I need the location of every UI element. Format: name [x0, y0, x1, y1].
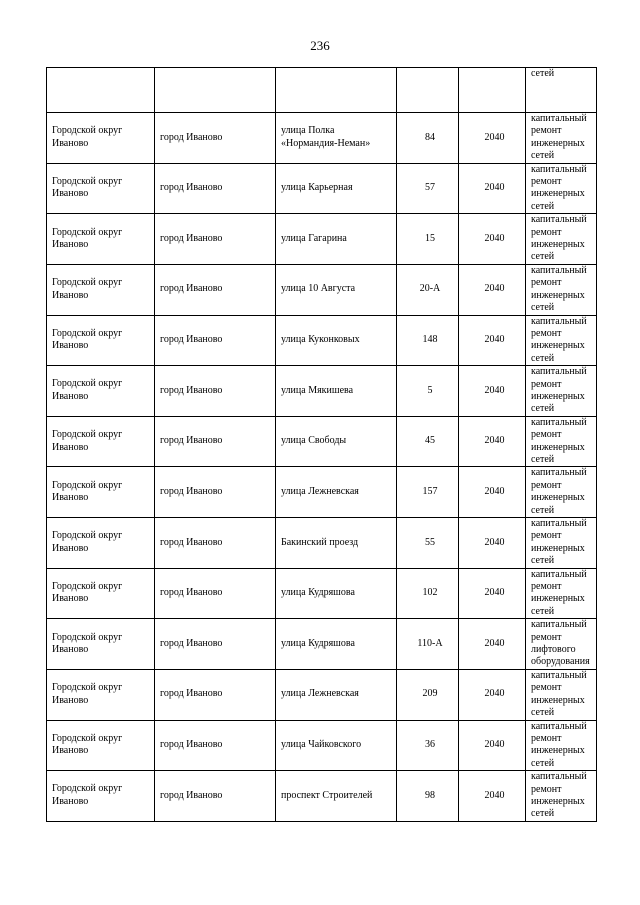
district-cell: Городской округ Иваново: [47, 619, 155, 670]
district-cell: Городской округ Иваново: [47, 568, 155, 619]
district-cell: [47, 68, 155, 113]
house-cell: 102: [397, 568, 459, 619]
street-cell: улица Свободы: [276, 416, 397, 467]
year-cell: 2040: [459, 264, 526, 315]
year-cell: 2040: [459, 619, 526, 670]
year-cell: 2040: [459, 771, 526, 822]
work-type-cell: капитальный ремонт инженерных сетей: [526, 264, 597, 315]
work-type-cell: капитальный ремонт инженерных сетей: [526, 416, 597, 467]
city-cell: город Иваново: [155, 619, 276, 670]
house-cell: 57: [397, 163, 459, 214]
city-cell: город Иваново: [155, 518, 276, 569]
city-cell: город Иваново: [155, 568, 276, 619]
work-type-cell: капитальный ремонт инженерных сетей: [526, 518, 597, 569]
year-cell: 2040: [459, 669, 526, 720]
district-cell: Городской округ Иваново: [47, 416, 155, 467]
street-cell: улица Кудряшова: [276, 619, 397, 670]
table-row: [47, 264, 597, 315]
table-row: [47, 771, 597, 822]
city-cell: город Иваново: [155, 113, 276, 164]
year-cell: 2040: [459, 163, 526, 214]
table-row: [47, 669, 597, 720]
work-type-cell: капитальный ремонт лифтового оборудования: [526, 619, 597, 670]
year-cell: 2040: [459, 720, 526, 771]
city-cell: город Иваново: [155, 416, 276, 467]
district-cell: Городской округ Иваново: [47, 771, 155, 822]
city-cell: город Иваново: [155, 366, 276, 417]
year-cell: 2040: [459, 366, 526, 417]
table-row: [47, 467, 597, 518]
city-cell: город Иваново: [155, 669, 276, 720]
work-type-cell: капитальный ремонт инженерных сетей: [526, 467, 597, 518]
table-row: [47, 366, 597, 417]
street-cell: Бакинский проезд: [276, 518, 397, 569]
street-cell: [276, 68, 397, 113]
house-cell: 36: [397, 720, 459, 771]
house-cell: 55: [397, 518, 459, 569]
page-number: 236: [310, 38, 330, 53]
house-cell: 148: [397, 315, 459, 366]
table-row: [47, 518, 597, 569]
house-cell: 20-А: [397, 264, 459, 315]
table-row-continued: [47, 68, 597, 113]
street-cell: улица Гагарина: [276, 214, 397, 265]
work-type-cell: капитальный ремонт инженерных сетей: [526, 669, 597, 720]
house-cell: 15: [397, 214, 459, 265]
street-cell: улица Карьерная: [276, 163, 397, 214]
work-type-cell: капитальный ремонт инженерных сетей: [526, 113, 597, 164]
house-cell: [397, 68, 459, 113]
city-cell: город Иваново: [155, 771, 276, 822]
street-cell: улица Лежневская: [276, 467, 397, 518]
district-cell: Городской округ Иваново: [47, 720, 155, 771]
repair-schedule-table: [46, 67, 597, 822]
table-row: [47, 315, 597, 366]
city-cell: город Иваново: [155, 467, 276, 518]
table-row: [47, 720, 597, 771]
city-cell: город Иваново: [155, 315, 276, 366]
table-row: [47, 416, 597, 467]
year-cell: [459, 68, 526, 113]
year-cell: 2040: [459, 416, 526, 467]
district-cell: Городской округ Иваново: [47, 113, 155, 164]
house-cell: 45: [397, 416, 459, 467]
street-cell: проспект Строителей: [276, 771, 397, 822]
year-cell: 2040: [459, 113, 526, 164]
work-type-cell: капитальный ремонт инженерных сетей: [526, 214, 597, 265]
work-type-cell: капитальный ремонт инженерных сетей: [526, 720, 597, 771]
year-cell: 2040: [459, 518, 526, 569]
table-row: [47, 113, 597, 164]
house-cell: 98: [397, 771, 459, 822]
district-cell: Городской округ Иваново: [47, 366, 155, 417]
house-cell: 5: [397, 366, 459, 417]
district-cell: Городской округ Иваново: [47, 467, 155, 518]
street-cell: улица 10 Августа: [276, 264, 397, 315]
year-cell: 2040: [459, 568, 526, 619]
city-cell: город Иваново: [155, 163, 276, 214]
work-type-cell: капитальный ремонт инженерных сетей: [526, 315, 597, 366]
city-cell: город Иваново: [155, 720, 276, 771]
street-cell: улица Полка «Нормандия-Неман»: [276, 113, 397, 164]
street-cell: улица Мякишева: [276, 366, 397, 417]
work-type-cell: капитальный ремонт инженерных сетей: [526, 163, 597, 214]
street-cell: улица Чайковского: [276, 720, 397, 771]
district-cell: Городской округ Иваново: [47, 518, 155, 569]
house-cell: 209: [397, 669, 459, 720]
city-cell: город Иваново: [155, 214, 276, 265]
year-cell: 2040: [459, 214, 526, 265]
district-cell: Городской округ Иваново: [47, 264, 155, 315]
table-body: [47, 68, 597, 822]
district-cell: Городской округ Иваново: [47, 669, 155, 720]
district-cell: Городской округ Иваново: [47, 214, 155, 265]
table-row: [47, 568, 597, 619]
house-cell: 157: [397, 467, 459, 518]
house-cell: 84: [397, 113, 459, 164]
year-cell: 2040: [459, 315, 526, 366]
house-cell: 110-А: [397, 619, 459, 670]
work-type-cell: капитальный ремонт инженерных сетей: [526, 366, 597, 417]
street-cell: улица Кудряшова: [276, 568, 397, 619]
table-row: [47, 163, 597, 214]
work-type-cell: сетей: [526, 68, 597, 113]
city-cell: город Иваново: [155, 264, 276, 315]
district-cell: Городской округ Иваново: [47, 315, 155, 366]
work-type-cell: капитальный ремонт инженерных сетей: [526, 771, 597, 822]
table-row: [47, 214, 597, 265]
street-cell: улица Куконковых: [276, 315, 397, 366]
work-type-cell: капитальный ремонт инженерных сетей: [526, 568, 597, 619]
table-row: [47, 619, 597, 670]
year-cell: 2040: [459, 467, 526, 518]
street-cell: улица Лежневская: [276, 669, 397, 720]
city-cell: [155, 68, 276, 113]
district-cell: Городской округ Иваново: [47, 163, 155, 214]
